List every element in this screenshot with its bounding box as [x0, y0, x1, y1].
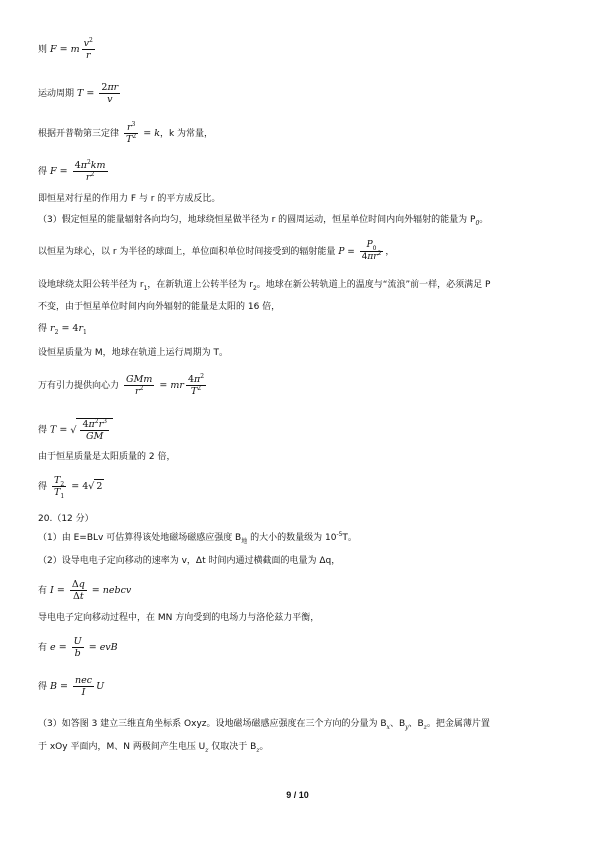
text-part3-end: 。: [479, 215, 489, 225]
text-q20-part1-c: T。: [342, 533, 357, 543]
eq-gravity-centripetal: 万有引力提供向心力 $\frac{\text{GMm}}{r^2}$ = mr $\frac{4\pi^2}{T^2}$: [38, 372, 205, 397]
text-q20-part1-sub: 地: [241, 537, 248, 545]
text-energy-16x: 不变，由于恒星单位时间内向外辐射的能量是太阳的 16 倍，: [38, 302, 281, 312]
text-part3-intro: （3）假定恒星的能量辐射各向均匀，地球绕恒星做半径为 r 的圆周运动，恒星单位时间内向外辐射的能量为 $P_0$。: [38, 215, 489, 227]
text-you-2: 有: [38, 643, 48, 653]
text-q20-part2: （2）设导电电子定向移动的速率为 v，Δt 时间内通过横截面的电量为 Δq，: [38, 556, 341, 566]
text-part3-e: 于 xOy 平面内，M、N 两极间产生电压 U: [38, 742, 206, 752]
text-de-2: 得: [38, 324, 48, 334]
eq-period-sqrt: 得 T = √ $\frac{4\pi^2r^3}{GM}$: [38, 418, 113, 442]
text-mass-2x: 由于恒星质量是太阳质量的 2 倍，: [38, 452, 176, 462]
text-de-1: 得: [38, 167, 48, 177]
text-part3-f: 仅取决于 B: [208, 742, 257, 752]
text-q20-part1: [38, 532, 357, 545]
text-radiation-label: 以恒星为球心，以 r 为半径的球面上，单位面积单位时间接受到的辐射能量: [38, 247, 336, 257]
eq-force-centripetal: 则 F = m $\frac{v^2}{r}$: [38, 36, 93, 61]
eq-kepler: 根据开普勒第三定律 $\frac{r^3}{T^2}$ = k，k 为常量，: [38, 120, 214, 145]
eq-period-ratio: 得 $\frac{T_2}{T_1}$ = 4√ 2: [38, 475, 103, 500]
text-part3-d: 。把金属薄片置: [426, 719, 490, 729]
text-orbit-b: ，在新轨道上公转半径为 r: [147, 280, 253, 290]
text-orbit-radius: 设地球绕太阳公转半径为 $r_1$，在新轨道上公转半径为 $r_2$。地球在新公转轨道上的温度与“流浪”前一样，必须满足 P: [38, 280, 491, 292]
eq-radiation: 以恒星为球心，以 r 为半径的球面上，单位面积单位时间接受到的辐射能量 P = $\frac{P_0}{4\pi r^2}$ ，: [38, 240, 395, 262]
eq-field: 得 B = $\frac{\text{nec}}{I}$ U: [38, 675, 105, 698]
text-part3-c: 、B: [408, 719, 424, 729]
text-period-label: 运动周期: [38, 89, 75, 99]
text-star-mass: 设恒星质量为 M，地球在轨道上运行周期为 T。: [38, 348, 228, 358]
text-de-3: 得: [38, 425, 48, 436]
text-q20-part1-b: 的大小的数量级为 10: [247, 533, 337, 543]
text-part3-body: （3）假定恒星的能量辐射各向均匀，地球绕恒星做半径为 r 的圆周运动，恒星单位时间内向外辐射的能量为 P: [38, 215, 476, 225]
text-inverse-square: 即恒星对行星的作用力 F 与 r 的平方成反比。: [38, 194, 221, 204]
text-q20-part1-a: （1）由 E=BLv 可估算得该处地磁场磁感应强度 B: [38, 533, 242, 543]
text-de-4: 得: [38, 482, 48, 492]
text-part3-b: 、B: [389, 719, 406, 729]
eq-force-balance: 有 e = $\frac{U}{b}$ = evB: [38, 636, 118, 659]
page-number: 9 / 10: [286, 790, 309, 800]
text-you-1: 有: [38, 586, 48, 596]
text-radiation-end: ，: [385, 247, 395, 257]
text-kepler-suffix: ，k 为常量，: [159, 129, 214, 139]
text-force-balance: 导电电子定向移动过程中，在 MN 方向受到的电场力与洛伦兹力平衡，: [38, 613, 320, 623]
text-part3-a: （3）如答图 3 建立三维直角坐标系 Oxyz。设地磁场磁感应强度在三个方向的分量为 B: [38, 719, 387, 729]
text-q20-part1-sup: -5: [336, 531, 343, 538]
text-de-5: 得: [38, 682, 48, 692]
eq-period: 运动周期 T = $\frac{2\pi r}{v}$: [38, 82, 119, 105]
eq-r2-r1: 得 $r_2 = 4r_1$: [38, 323, 87, 336]
text-q20-part3: （3）如答图 3 建立三维直角坐标系 Oxyz。设地磁场磁感应强度在三个方向的分量为 $B_x$、$B_y$、$B_z$。把金属薄片置: [38, 719, 490, 731]
text-q20-part3-cont: 于 xOy 平面内，M、N 两极间产生电压 $U_z$ 仅取决于 $B_z$。: [38, 742, 269, 754]
text-gravity-label: 万有引力提供向心力: [38, 381, 120, 391]
text-orbit-a: 设地球绕太阳公转半径为 r: [38, 280, 144, 290]
text-part3-g: 。: [259, 742, 269, 752]
eq-current: 有 I = $\frac{\Delta q}{\Delta t}$ = nebcv: [38, 579, 132, 602]
text-kepler-label: 根据开普勒第三定律: [38, 129, 120, 139]
text-orbit-c: 。地球在新公转轨道上的温度与“流浪”前一样，必须满足 P: [256, 280, 491, 290]
text-ze: 则: [38, 45, 48, 55]
eq-force-result: 得 F = $\frac{4\pi^2km}{r^2}$: [38, 158, 106, 183]
text-q20-header: 20.（12 分）: [38, 514, 94, 524]
